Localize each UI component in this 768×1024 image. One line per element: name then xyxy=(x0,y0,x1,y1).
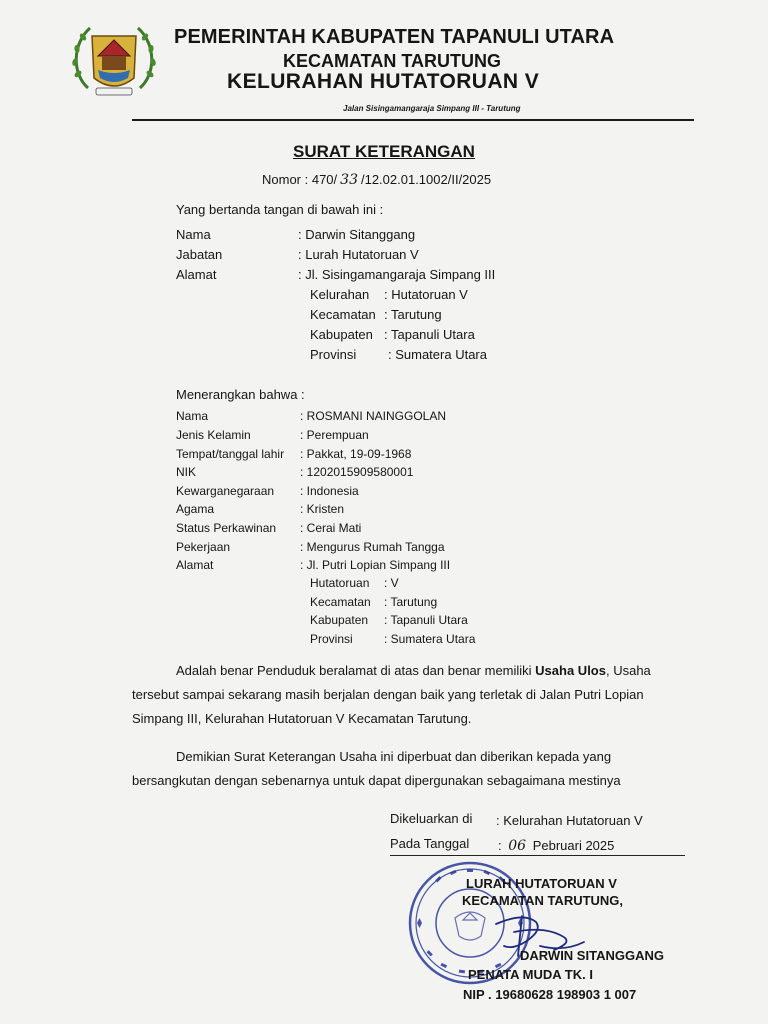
subject-label: Pekerjaan xyxy=(176,540,231,554)
letterhead-district: KECAMATAN TARUTUNG xyxy=(283,51,501,71)
subject-address-value: : Sumatera Utara xyxy=(384,632,476,646)
official-address-value: : Hutatoruan V xyxy=(384,287,468,302)
official-address-value: : Tapanuli Utara xyxy=(384,327,475,342)
issued-underline xyxy=(390,855,685,856)
letterhead-regency: PEMERINTAH KABUPATEN TAPANULI UTARA xyxy=(174,26,615,48)
regency-emblem-icon xyxy=(68,16,160,102)
letterhead-divider xyxy=(132,119,694,121)
date-rest: Pebruari 2025 xyxy=(532,838,615,853)
number-prefix: Nomor : 470/ xyxy=(262,172,338,187)
subject-label: Alamat xyxy=(176,558,214,572)
official-label: Alamat xyxy=(176,267,217,282)
subject-value: : Indonesia xyxy=(300,484,359,498)
official-label: Jabatan xyxy=(176,247,223,262)
date-colon: : xyxy=(498,838,502,853)
official-value: : Lurah Hutatoruan V xyxy=(298,247,419,262)
document-title: SURAT KETERANGAN xyxy=(293,142,475,161)
closing-paragraph xyxy=(132,745,698,793)
subject-label: Agama xyxy=(176,502,215,516)
official-label: Nama xyxy=(176,227,211,242)
subject-address-label: Kabupaten xyxy=(310,613,369,627)
letterhead-village: KELURAHAN HUTATORUAN V xyxy=(227,70,540,93)
subject-label: Kewarganegaraan xyxy=(176,484,275,498)
subject-value: : Mengurus Rumah Tangga xyxy=(300,540,445,554)
subject-label: Nama xyxy=(176,409,209,423)
subject-label: NIK xyxy=(176,465,197,479)
official-address-label: Kabupaten xyxy=(310,327,373,342)
subject-address-label: Kecamatan xyxy=(310,595,371,609)
intro-text: Yang bertanda tangan di bawah ini : xyxy=(176,202,384,217)
official-value: : Jl. Sisingamangaraja Simpang III xyxy=(298,267,496,282)
letterhead-address: Jalan Sisingamangaraja Simpang III - Tarutung xyxy=(343,104,521,113)
business-name: Usaha Ulos xyxy=(535,663,606,678)
document-number xyxy=(262,172,491,188)
subject-value: : 1202015909580001 xyxy=(300,465,414,479)
business-statement-paragraph xyxy=(132,659,698,731)
subject-label: Jenis Kelamin xyxy=(176,428,251,442)
issued-date-label: Pada Tanggal xyxy=(390,836,470,851)
signatory-rank: PENATA MUDA TK. I xyxy=(468,967,593,982)
paragraph-text: Adalah benar Penduduk beralamat di atas dan benar memiliki xyxy=(176,663,536,678)
menerangkan-text: Menerangkan bahwa : xyxy=(176,387,305,402)
subject-value: : Pakkat, 19-09-1968 xyxy=(300,447,412,461)
issued-date-value xyxy=(498,838,614,854)
paragraph-text: , Usaha xyxy=(605,663,651,678)
subject-address-value: : Tarutung xyxy=(384,595,438,609)
subject-label: Tempat/tanggal lahir xyxy=(176,447,285,461)
official-address-label: Kelurahan xyxy=(310,287,370,302)
signatory-district: KECAMATAN TARUTUNG, xyxy=(462,893,624,908)
subject-address-label: Hutatoruan xyxy=(310,576,370,590)
subject-label: Status Perkawinan xyxy=(176,521,277,535)
subject-value: : Cerai Mati xyxy=(300,521,362,535)
number-handwritten: 33 xyxy=(340,172,358,188)
subject-address-label: Provinsi xyxy=(310,632,353,646)
subject-value: : Kristen xyxy=(300,502,345,516)
official-address-value: : Tarutung xyxy=(384,307,442,322)
date-day-handwritten: 06 xyxy=(508,838,527,854)
paragraph-line: bersangkutan dengan sebenarnya untuk dapat dipergunakan sebagaimana mestinya xyxy=(132,773,621,788)
subject-address-value: : V xyxy=(384,576,399,590)
paragraph-line: tersebut sampai sekarang masih berjalan dengan baik yang terletak di Jalan Putri Lopian xyxy=(132,687,644,702)
paragraph-line: Simpang III, Kelurahan Hutatoruan V Kecamatan Tarutung. xyxy=(132,711,472,726)
subject-value: : ROSMANI NAINGGOLAN xyxy=(300,409,447,423)
paragraph-text: Demikian Surat Keterangan Usaha ini diperbuat dan diberikan kepada yang xyxy=(176,749,612,764)
official-address-value: : Sumatera Utara xyxy=(388,347,487,362)
subject-address-value: : Tapanuli Utara xyxy=(384,613,468,627)
official-address-label: Kecamatan xyxy=(310,307,376,322)
number-suffix: /12.02.01.1002/II/2025 xyxy=(360,172,492,187)
issued-place-label: Dikeluarkan di xyxy=(390,811,473,826)
issued-place-value: : Kelurahan Hutatoruan V xyxy=(496,813,643,828)
subject-value: : Jl. Putri Lopian Simpang III xyxy=(300,558,451,572)
signatory-position: LURAH HUTATORUAN V xyxy=(466,876,617,891)
official-address-label: Provinsi xyxy=(310,347,357,362)
official-value: : Darwin Sitanggang xyxy=(298,227,416,242)
signatory-nip: NIP . 19680628 198903 1 007 xyxy=(463,987,637,1002)
subject-value: : Perempuan xyxy=(300,428,369,442)
signatory-name: DARWIN SITANGGANG xyxy=(520,948,664,963)
